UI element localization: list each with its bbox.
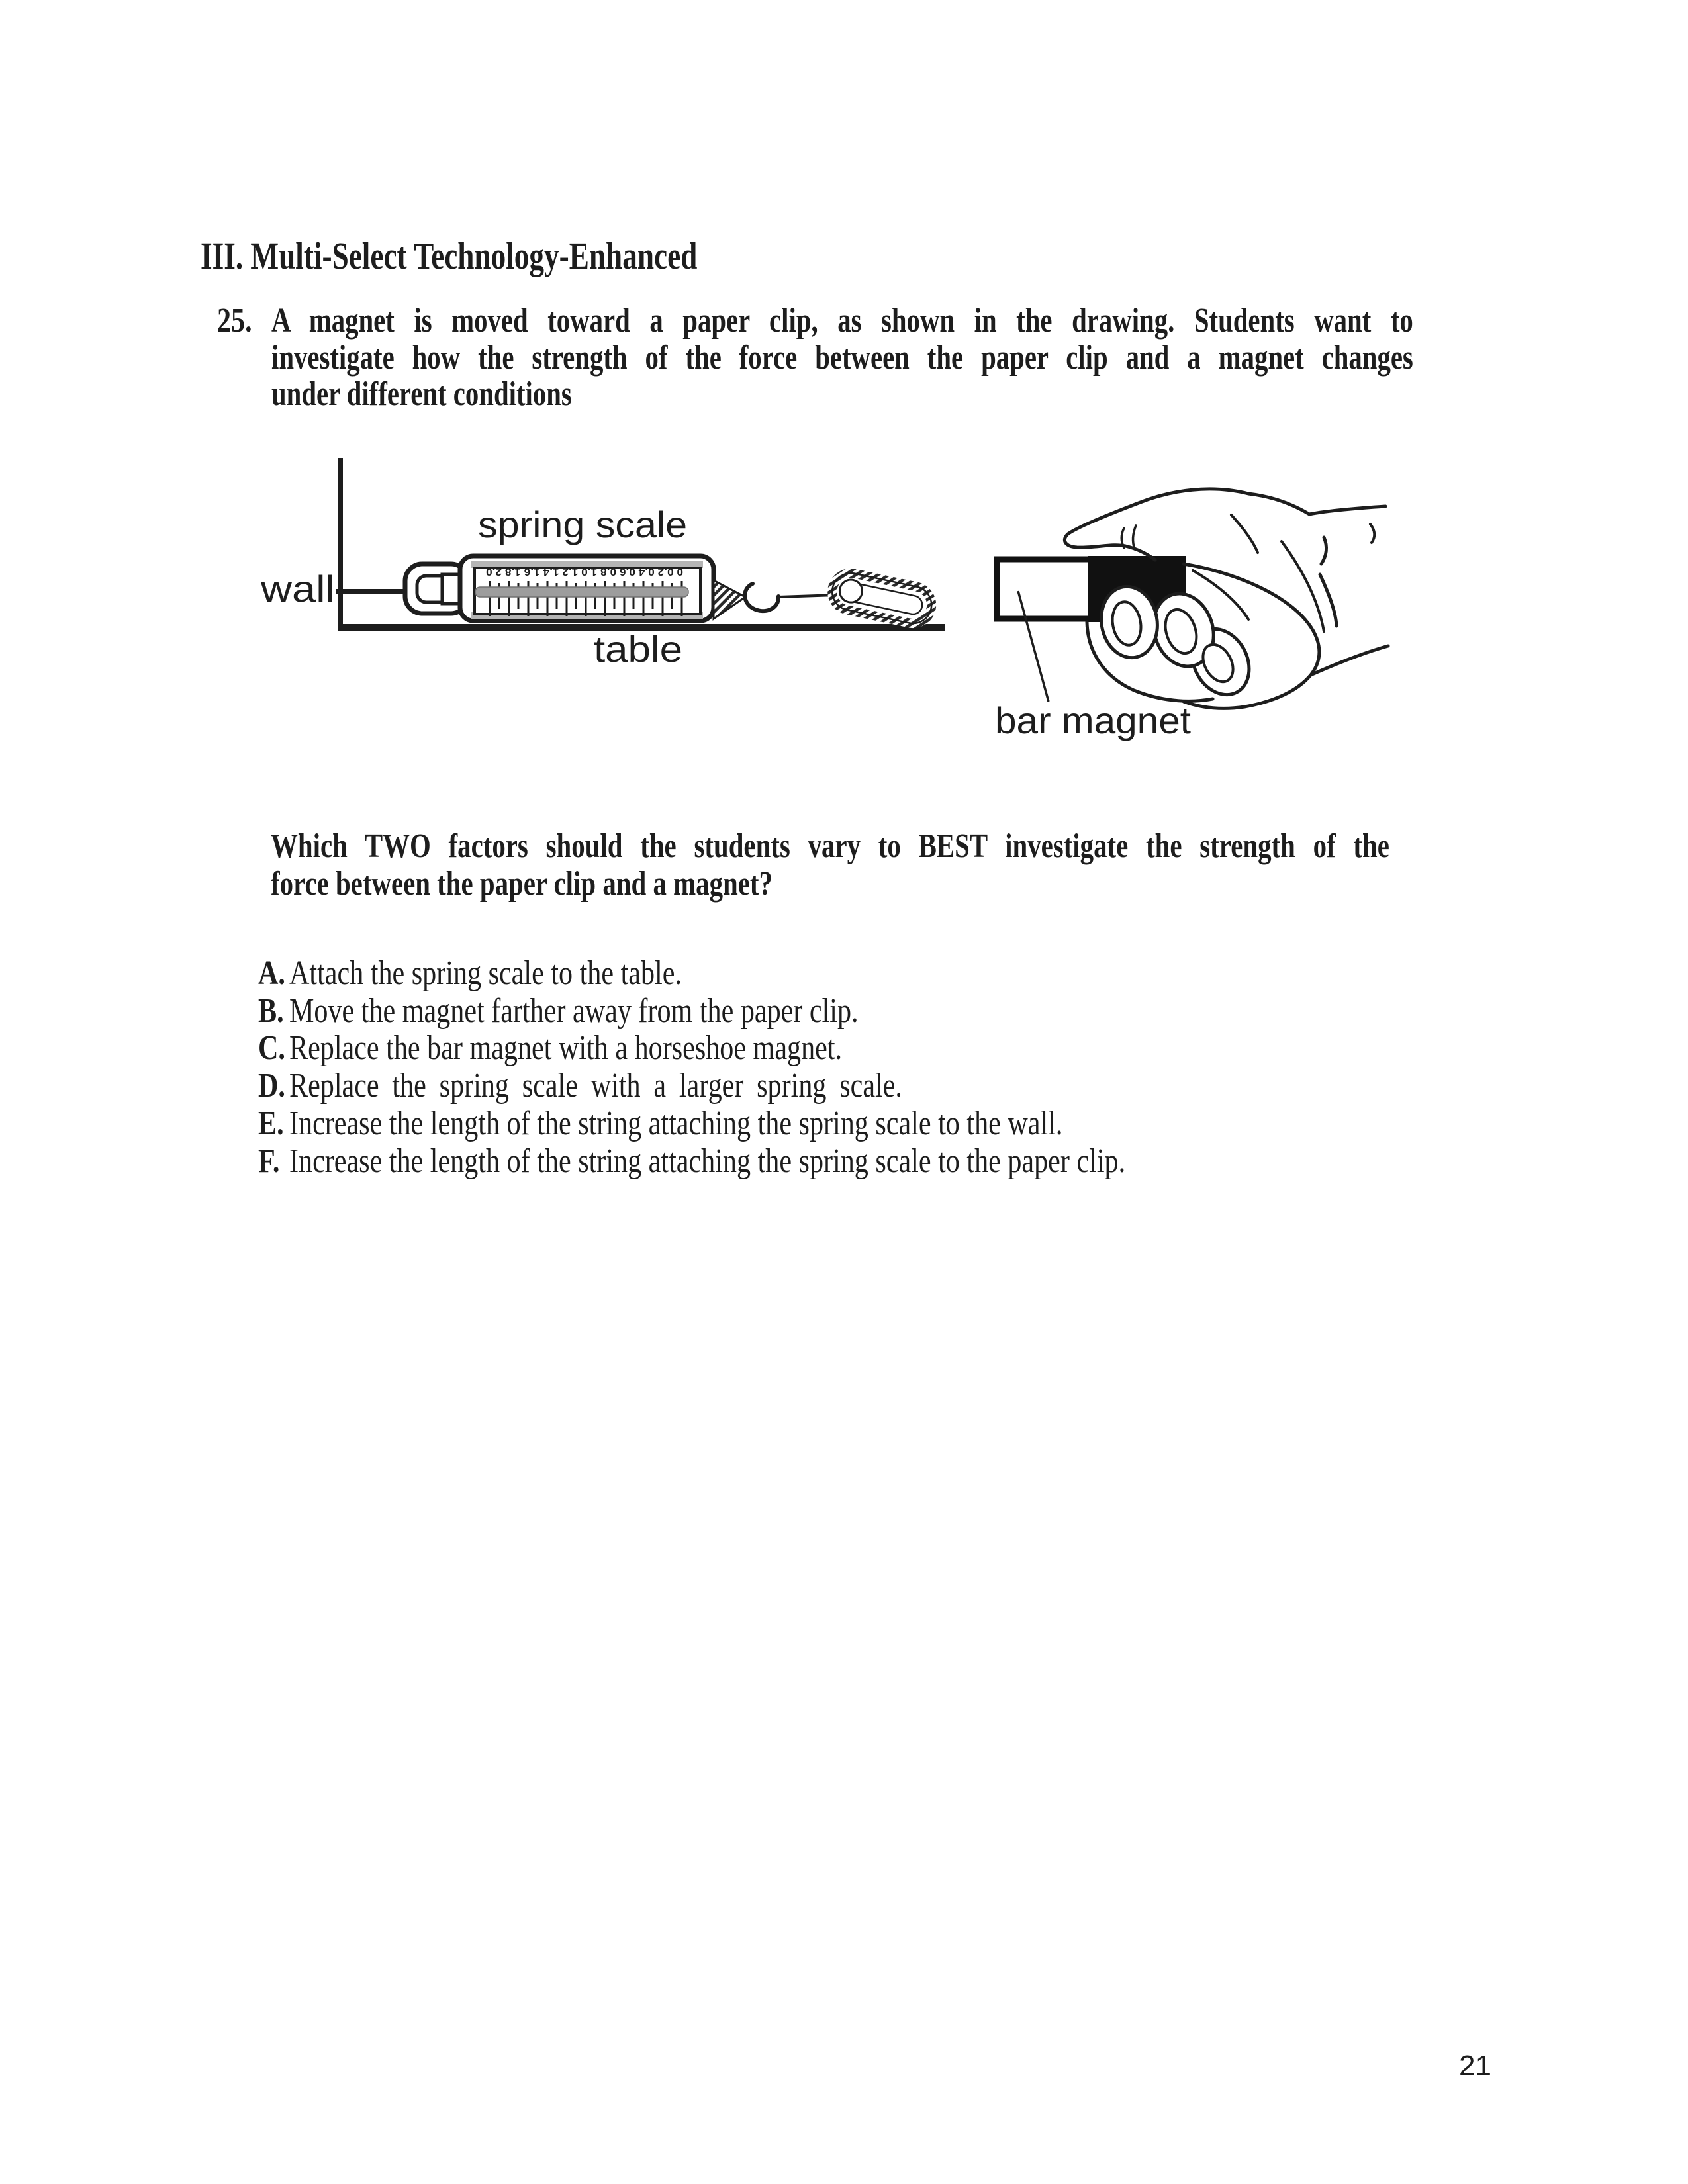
question-stem-line: Which TWO factors should the students vary to BEST investigate the strength of the <box>271 827 1389 865</box>
wall-drawing <box>260 458 412 630</box>
option-row-a <box>258 955 1358 993</box>
option-text: Increase the length of the string attaching the spring scale to the paper clip. <box>289 1142 1126 1180</box>
question-number: 25. <box>217 302 252 340</box>
option-row-c <box>258 1030 1358 1068</box>
question-stem-line: force between the paper clip and a magnet? <box>271 865 773 903</box>
answer-options <box>258 955 1358 1180</box>
question-prompt-line: A magnet is moved toward a paper clip, as shown in the drawing. Students want to <box>271 302 1413 340</box>
figure-drawing <box>252 424 1463 794</box>
question-stem <box>271 827 1389 903</box>
hook-icon <box>745 584 778 611</box>
option-row-d <box>258 1068 1358 1105</box>
section-heading: III. Multi-Select Technology-Enhanced <box>201 234 698 277</box>
option-text: Move the magnet farther away from the paper clip. <box>289 991 859 1030</box>
option-label: C. <box>258 1029 285 1068</box>
option-label: F. <box>258 1142 280 1180</box>
option-label: D. <box>258 1067 285 1105</box>
spring-scale-drawing <box>405 504 837 621</box>
option-text: Attach the spring scale to the table. <box>289 954 682 992</box>
option-label: A. <box>258 954 285 992</box>
option-row-e <box>258 1105 1358 1143</box>
table-drawing <box>338 627 945 670</box>
option-row-b <box>258 993 1358 1030</box>
question-prompt <box>271 302 1413 413</box>
option-text: Replace the spring scale with a larger spring scale. <box>289 1067 902 1105</box>
option-label: E. <box>258 1104 284 1142</box>
spring-scale-gauge-numbers: 0 0.2 0.4 0.6 0.8 1.0 1.2 1.4 1.6 1.8 2.0 <box>485 566 683 577</box>
option-text: Replace the bar magnet with a horseshoe magnet. <box>289 1029 843 1068</box>
question-prompt-line: investigate how the strength of the force between the paper clip and a magnet changes <box>271 338 1413 377</box>
paper-clip-drawing <box>829 570 935 627</box>
option-label: B. <box>258 991 284 1030</box>
spring-scale-label: spring scale <box>478 504 687 545</box>
figure-spring-scale-magnet <box>252 424 1463 794</box>
question-prompt-line: under different conditions <box>271 375 572 413</box>
page-number: 21 <box>1459 2050 1491 2082</box>
wall-label: wall <box>259 568 335 610</box>
table-label: table <box>594 628 682 670</box>
hand-drawing <box>1064 489 1388 708</box>
option-row-f <box>258 1143 1358 1181</box>
option-text: Increase the length of the string attaching the spring scale to the wall. <box>289 1104 1063 1142</box>
bar-magnet-label: bar magnet <box>995 700 1192 741</box>
